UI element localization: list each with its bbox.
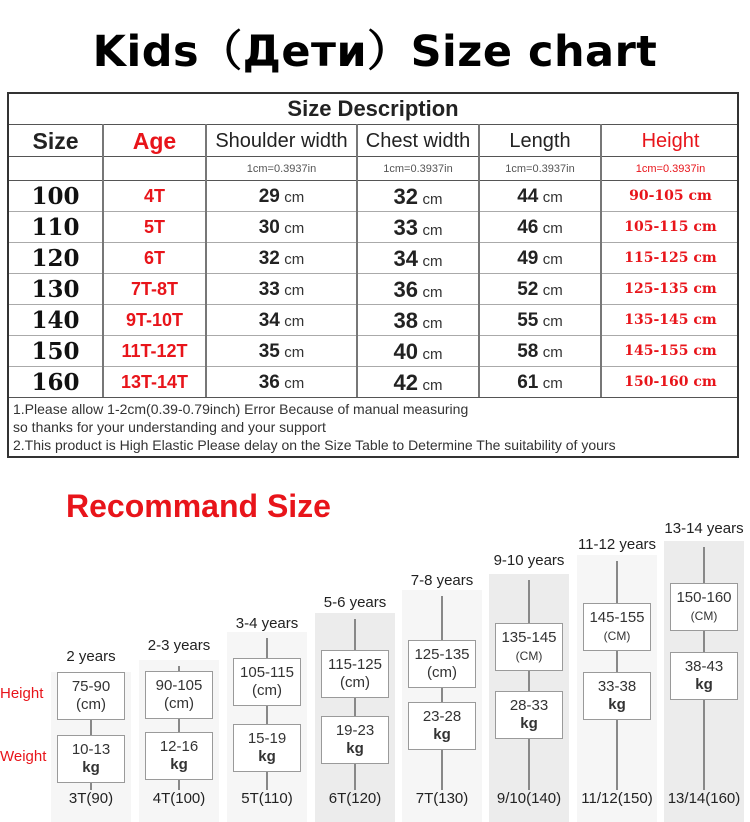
age-years-label: 13-14 years — [664, 520, 744, 537]
cell-chest — [358, 305, 478, 336]
cell-length-value: 49 — [517, 248, 539, 269]
cell-chest — [358, 367, 478, 398]
note-line: 2.This product is High Elastic Please delay on the Size Table to Determine The suitability of yours — [13, 437, 616, 453]
size-label: 9/10(140) — [496, 790, 562, 807]
cell-shoulder-value: 30 — [258, 217, 280, 238]
weight-range: 38-43 — [684, 658, 724, 675]
weight-unit: kg — [433, 726, 451, 743]
height-range-box — [670, 583, 738, 631]
cell-unit: cm — [422, 315, 443, 332]
cell-height: 125-135 cm — [624, 281, 717, 297]
size-table — [7, 92, 739, 458]
cell-shoulder — [207, 243, 356, 274]
page-title: Kids（Дети）Size chart — [92, 27, 658, 77]
cell-shoulder — [207, 367, 356, 398]
cell-chest-value: 33 — [393, 215, 419, 240]
age-years-label: 9-10 years — [493, 552, 565, 569]
table-row — [9, 305, 737, 336]
cell-size: 160 — [31, 369, 80, 396]
cell-unit: cm — [284, 375, 305, 392]
cell-size: 130 — [31, 276, 80, 303]
table-row — [9, 367, 737, 398]
height-range-box — [57, 672, 125, 720]
cell-chest-value: 38 — [393, 308, 419, 333]
cell-unit: cm — [542, 282, 563, 299]
header-length: Length — [509, 130, 571, 152]
header-size: Size — [32, 128, 79, 154]
cell-shoulder — [207, 274, 356, 305]
cell-length — [480, 305, 600, 336]
size-label: 6T(120) — [328, 790, 382, 807]
cell-age: 9T-10T — [125, 310, 184, 330]
height-range-box — [233, 658, 301, 706]
weight-range-box — [321, 716, 389, 764]
age-years-label: 2-3 years — [147, 637, 211, 654]
cell-shoulder-value: 34 — [258, 310, 280, 331]
column-axis-line — [354, 619, 356, 790]
conversion-note: 1cm=0.3937in — [383, 163, 453, 175]
height-range: 90-105 — [155, 677, 203, 694]
cell-chest — [358, 181, 478, 212]
table-row — [9, 212, 737, 243]
cell-age: 13T-14T — [120, 372, 189, 392]
cell-unit: cm — [422, 346, 443, 363]
weight-range: 12-16 — [159, 738, 199, 755]
height-label: Height — [0, 685, 44, 702]
table-row — [9, 336, 737, 367]
weight-range: 19-23 — [335, 722, 375, 739]
height-unit: (cm) — [427, 664, 457, 681]
cell-shoulder-value: 35 — [258, 341, 280, 362]
cell-size: 120 — [31, 245, 80, 272]
cell-chest — [358, 243, 478, 274]
cell-age: 5T — [143, 217, 165, 237]
cell-unit: cm — [542, 375, 563, 392]
cell-unit: cm — [284, 189, 305, 206]
weight-range-box — [145, 732, 213, 780]
age-years-label: 5-6 years — [323, 594, 387, 611]
weight-unit: kg — [82, 759, 100, 776]
cell-length — [480, 367, 600, 398]
weight-range-box — [495, 691, 563, 739]
cell-shoulder-value: 36 — [258, 372, 280, 393]
size-label: 4T(100) — [152, 790, 206, 807]
conversion-note: 1cm=0.3937in — [505, 163, 575, 175]
cell-unit: cm — [542, 220, 563, 237]
height-range: 105-115 — [240, 664, 294, 681]
note-line: so thanks for your understanding and your support — [13, 419, 326, 435]
weight-unit: kg — [695, 676, 713, 693]
weight-range: 10-13 — [71, 741, 111, 758]
cell-length-value: 58 — [517, 341, 539, 362]
height-range: 150-160 — [676, 589, 732, 606]
cell-unit: cm — [542, 251, 563, 268]
table-row — [9, 274, 737, 305]
cell-chest — [358, 212, 478, 243]
cell-unit: cm — [422, 222, 443, 239]
table-row — [9, 243, 737, 274]
cell-length — [480, 274, 600, 305]
table-title: Size Description — [287, 96, 459, 121]
cell-length — [480, 212, 600, 243]
height-unit: (cm) — [340, 674, 370, 691]
cell-height: 115-125 cm — [624, 250, 717, 266]
height-unit: (CM) — [515, 649, 543, 663]
height-range-box — [583, 603, 651, 651]
weight-range-box — [583, 672, 651, 720]
header-chest: Chest width — [365, 130, 471, 152]
cell-size: 100 — [31, 183, 80, 210]
cell-length-value: 46 — [517, 217, 539, 238]
cell-shoulder — [207, 336, 356, 367]
column-axis-line — [528, 580, 530, 790]
height-range-box — [495, 623, 563, 671]
size-label: 7T(130) — [415, 790, 469, 807]
cell-length-value: 55 — [517, 310, 539, 331]
cell-unit: cm — [422, 377, 443, 394]
height-range-box — [145, 671, 213, 719]
header-shoulder: Shoulder width — [215, 130, 348, 152]
height-range: 145-155 — [589, 609, 645, 626]
height-unit: (cm) — [76, 696, 106, 713]
height-range-box — [321, 650, 389, 698]
size-label: 3T(90) — [68, 790, 114, 807]
weight-unit: kg — [346, 740, 364, 757]
cell-height: 105-115 cm — [624, 219, 717, 235]
cell-height: 90-105 cm — [629, 188, 712, 204]
cell-length-value: 52 — [517, 279, 539, 300]
cell-chest — [358, 336, 478, 367]
cell-shoulder — [207, 305, 356, 336]
weight-range: 23-28 — [422, 708, 462, 725]
cell-length-value: 61 — [517, 372, 539, 393]
cell-unit: cm — [284, 220, 305, 237]
height-range: 115-125 — [328, 656, 382, 673]
cell-age: 6T — [143, 248, 165, 268]
cell-chest — [358, 274, 478, 305]
table-row — [9, 181, 737, 212]
header-age: Age — [132, 128, 177, 154]
cell-unit: cm — [422, 284, 443, 301]
note-line: 1.Please allow 1-2cm(0.39-0.79inch) Error Because of manual measuring — [13, 401, 469, 417]
size-label: 5T(110) — [241, 790, 293, 807]
age-years-label: 3-4 years — [235, 615, 299, 632]
weight-range-box — [233, 724, 301, 772]
size-label: 11/12(150) — [581, 790, 653, 807]
size-label: 13/14(160) — [667, 790, 741, 807]
age-years-label: 11-12 years — [577, 536, 657, 553]
cell-length — [480, 336, 600, 367]
weight-unit: kg — [258, 748, 276, 765]
divider — [9, 124, 737, 125]
cell-unit: cm — [542, 344, 563, 361]
cell-age: 4T — [143, 186, 165, 206]
cell-unit: cm — [284, 282, 305, 299]
weight-unit: kg — [520, 715, 538, 732]
cell-chest-value: 32 — [393, 184, 419, 209]
height-range: 135-145 — [501, 629, 557, 646]
cell-unit: cm — [542, 189, 563, 206]
conversion-note: 1cm=0.3937in — [635, 163, 706, 175]
age-years-label: 2 years — [66, 648, 116, 665]
cell-height: 135-145 cm — [624, 312, 717, 328]
height-unit: (CM) — [690, 609, 718, 623]
weight-label: Weight — [0, 748, 47, 765]
height-unit: (CM) — [603, 629, 631, 643]
conversion-note: 1cm=0.3937in — [246, 163, 317, 175]
cell-size: 140 — [31, 307, 80, 334]
height-range-box — [408, 640, 476, 688]
cell-unit: cm — [284, 251, 305, 268]
weight-range: 28-33 — [509, 697, 549, 714]
cell-unit: cm — [422, 253, 443, 270]
column-axis-line — [441, 596, 443, 790]
cell-chest-value: 34 — [393, 246, 419, 271]
weight-range-box — [408, 702, 476, 750]
divider — [9, 156, 737, 157]
cell-size: 110 — [31, 214, 80, 241]
cell-length — [480, 243, 600, 274]
cell-shoulder — [207, 212, 356, 243]
weight-range: 33-38 — [597, 678, 637, 695]
height-range: 75-90 — [71, 678, 111, 695]
cell-unit: cm — [542, 313, 563, 330]
weight-range-box — [57, 735, 125, 783]
weight-range: 15-19 — [247, 730, 287, 747]
cell-unit: cm — [284, 313, 305, 330]
cell-shoulder — [207, 181, 356, 212]
cell-shoulder-value: 33 — [258, 279, 280, 300]
cell-chest-value: 36 — [393, 277, 419, 302]
cell-height: 145-155 cm — [624, 343, 717, 359]
cell-height: 150-160 cm — [624, 374, 717, 390]
cell-length-value: 44 — [517, 186, 539, 207]
cell-shoulder-value: 29 — [258, 186, 280, 207]
header-height: Height — [641, 130, 700, 152]
cell-length — [480, 181, 600, 212]
cell-size: 150 — [31, 338, 80, 365]
weight-unit: kg — [608, 696, 626, 713]
height-unit: (cm) — [164, 695, 194, 712]
weight-unit: kg — [170, 756, 188, 773]
recommend-title: Recommand Size — [66, 488, 331, 524]
cell-chest-value: 40 — [393, 339, 419, 364]
weight-range-box — [670, 652, 738, 700]
height-unit: (cm) — [252, 682, 282, 699]
cell-shoulder-value: 32 — [258, 248, 280, 269]
cell-unit: cm — [284, 344, 305, 361]
cell-chest-value: 42 — [393, 370, 419, 395]
height-range: 125-135 — [414, 646, 470, 663]
age-years-label: 7-8 years — [410, 572, 474, 589]
cell-age: 11T-12T — [121, 341, 188, 361]
cell-unit: cm — [422, 191, 443, 208]
cell-age: 7T-8T — [130, 279, 178, 299]
